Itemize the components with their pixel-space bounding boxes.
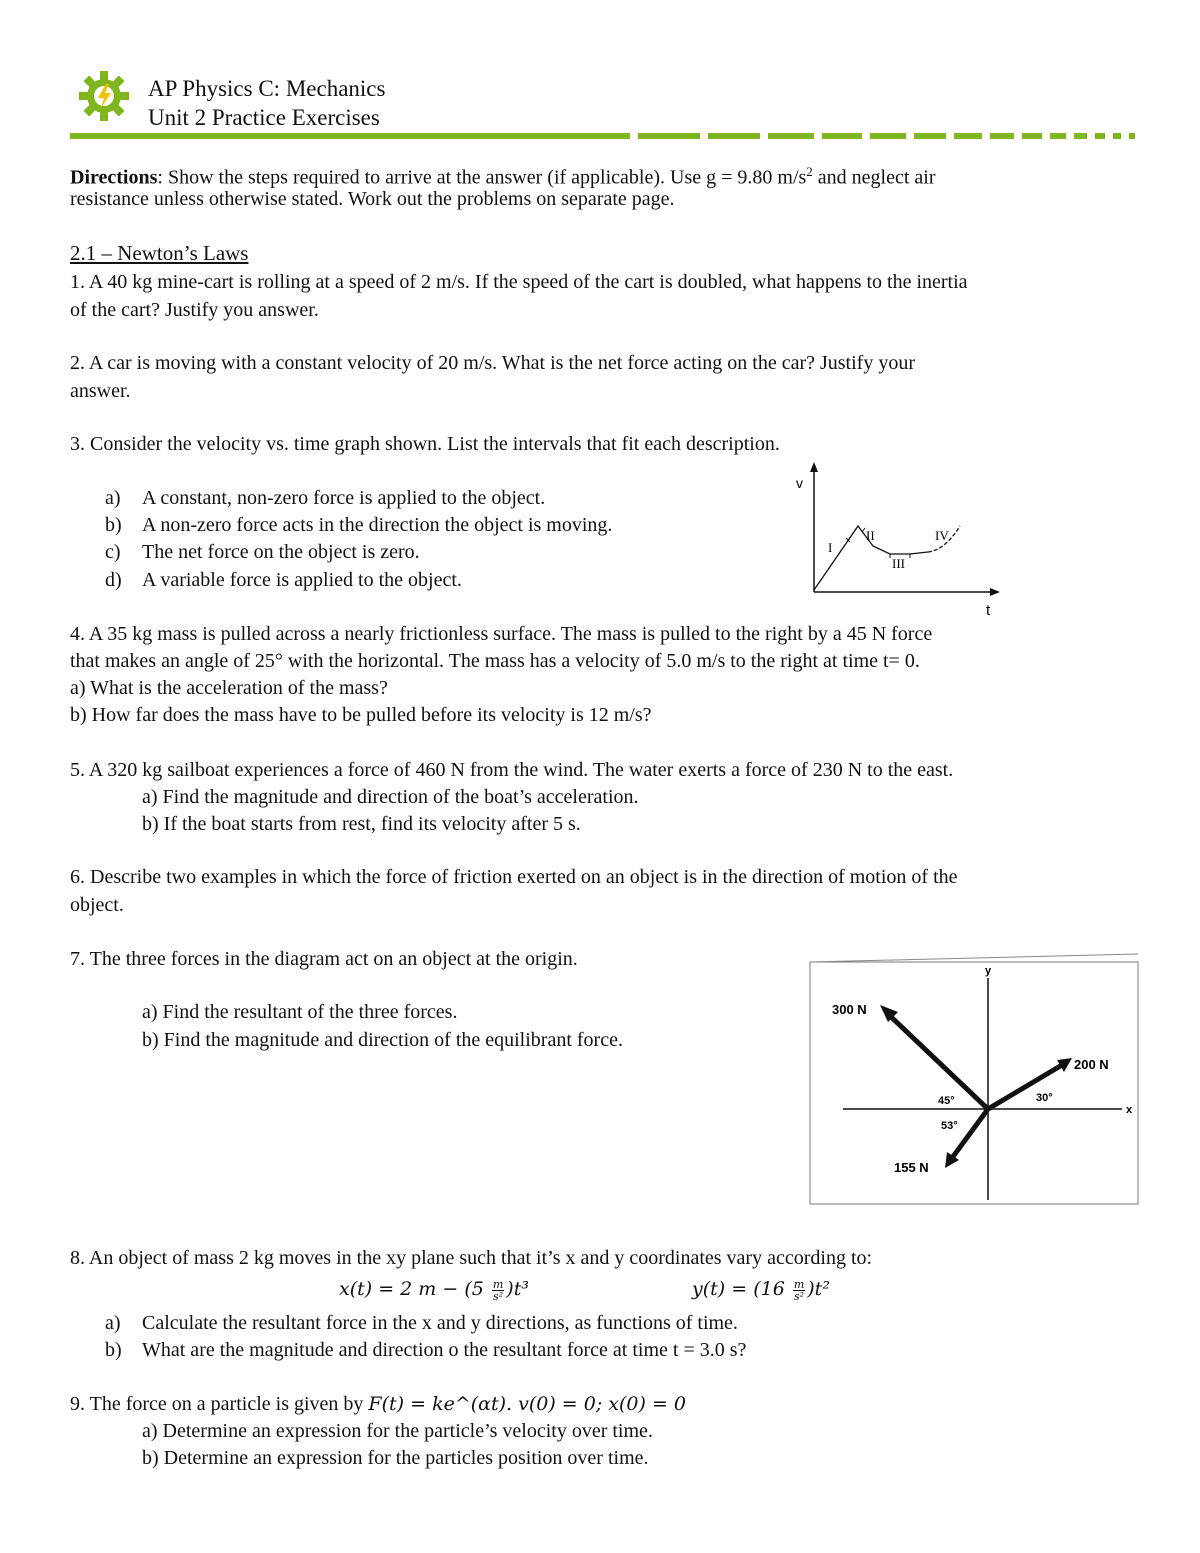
interval-label-iii: III: [892, 556, 905, 571]
question-9-stem: 9. The force on a particle is given by F(t) = ke^(αt). v(0) = 0; x(0) = 0: [70, 1393, 687, 1415]
question-3-item-a-text: A constant, non-zero force is applied to the object.: [142, 487, 546, 509]
x-position-equation: x(t) = 2 m − (5 $\frac{m}{\text{s²}}$ )t³: [339, 1277, 529, 1303]
question-5-line-1: 5. A 320 kg sailboat experiences a force of 460 N from the wind. The water exerts a force of 230 N to the east.: [70, 759, 954, 781]
angle-53-label: 53°: [941, 1120, 958, 1132]
question-3-item-d: d): [105, 569, 122, 591]
directions-line-2: resistance unless otherwise stated. Work out the problems on separate page.: [70, 188, 675, 210]
question-4-part-b: b) How far does the mass have to be pulled before its velocity is 12 m/s?: [70, 704, 652, 726]
gear-lightning-logo-icon: [78, 70, 130, 122]
question-6-line-2: object.: [70, 894, 124, 916]
question-7-stem: 7. The three forces in the diagram act on an object at the origin.: [70, 948, 578, 970]
question-9-part-a: a) Determine an expression for the particle’s velocity over time.: [142, 1420, 653, 1442]
t-axis-arrow-icon: [990, 588, 1000, 596]
question-5-part-a: a) Find the magnitude and direction of the boat’s acceleration.: [142, 786, 639, 808]
question-3-item-b: b): [105, 514, 122, 536]
question-3-item-c: c): [105, 541, 121, 563]
question-3-item-d-text: A variable force is applied to the object.: [142, 569, 462, 591]
question-7-part-a: a) Find the resultant of the three forces.: [142, 1001, 458, 1023]
question-4-line-2: that makes an angle of 25° with the horizontal. The mass has a velocity of 5.0 m/s to the right at time t= 0.: [70, 650, 920, 672]
question-8-stem: 8. An object of mass 2 kg moves in the xy plane such that it’s x and y coordinates vary according to:: [70, 1247, 873, 1269]
question-2-line-1: 2. A car is moving with a constant velocity of 20 m/s. What is the net force acting on the car? Justify your: [70, 352, 915, 374]
question-3-stem: 3. Consider the velocity vs. time graph shown. List the intervals that fit each description.: [70, 433, 780, 455]
unit-subtitle: Unit 2 Practice Exercises: [148, 105, 380, 130]
question-4-part-a: a) What is the acceleration of the mass?: [70, 677, 388, 699]
header-divider: [70, 130, 1142, 142]
question-8-item-a-letter: a): [105, 1312, 121, 1334]
interval-label-ii: II: [866, 528, 875, 543]
t-axis-label: t: [986, 602, 991, 619]
force-300n-label: 300 N: [832, 1002, 867, 1017]
y-axis-label: y: [985, 965, 992, 977]
question-5-part-b: b) If the boat starts from rest, find its velocity after 5 s.: [142, 813, 581, 835]
course-title: AP Physics C: Mechanics: [148, 76, 386, 101]
question-3-item-a: a): [105, 487, 121, 509]
interval-label-i: I: [828, 540, 833, 555]
question-3-item-c-text: The net force on the object is zero.: [142, 541, 420, 563]
force-diagram: [802, 952, 1148, 1208]
question-1-line-2: of the cart? Justify you answer.: [70, 299, 319, 321]
question-2-line-2: answer.: [70, 380, 131, 402]
angle-30-label: 30°: [1036, 1092, 1053, 1104]
question-8-item-b-text: What are the magnitude and direction o the resultant force at time t = 3.0 s?: [142, 1339, 747, 1361]
question-8-item-b-letter: b): [105, 1339, 122, 1361]
directions-line-1: Directions: Show the steps required to arrive at the answer (if applicable). Use g = 9.80 $m/s^2$ and neglect air: [70, 164, 936, 189]
diagram-frame: [810, 962, 1138, 1204]
force-200n-label: 200 N: [1074, 1057, 1109, 1072]
interval-label-iv: IV: [935, 528, 949, 543]
v-axis-arrow-icon: [810, 462, 818, 472]
x-axis-label: x: [1126, 1104, 1133, 1116]
force-equation: F(t) = ke^(αt). v(0) = 0; x(0) = 0: [368, 1393, 687, 1415]
v-axis-label: v: [796, 475, 803, 491]
y-position-equation: y(t) = (16 $\frac{m}{\text{s²}}$ )t²: [692, 1277, 830, 1303]
question-3-item-b-text: A non-zero force acts in the direction the object is moving.: [142, 514, 613, 536]
question-6-line-1: 6. Describe two examples in which the force of friction exerted on an object is in the direction of motion of the: [70, 866, 958, 888]
directions-label: Directions: [70, 166, 158, 189]
question-1-line-1: 1. A 40 kg mine-cart is rolling at a speed of 2 m/s. If the speed of the cart is doubled, what happens to the inertia: [70, 271, 968, 293]
angle-45-label: 45°: [938, 1095, 955, 1107]
question-7-part-b: b) Find the magnitude and direction of the equilibrant force.: [142, 1029, 623, 1051]
question-8-item-a-text: Calculate the resultant force in the x and y directions, as functions of time.: [142, 1312, 738, 1334]
force-155n-label: 155 N: [894, 1160, 929, 1175]
question-9-part-b: b) Determine an expression for the particles position over time.: [142, 1447, 649, 1469]
question-4-line-1: 4. A 35 kg mass is pulled across a nearly frictionless surface. The mass is pulled to the right by a 45 N force: [70, 623, 933, 645]
velocity-time-graph: [780, 460, 1010, 620]
section-heading: 2.1 – Newton’s Laws: [70, 241, 249, 265]
